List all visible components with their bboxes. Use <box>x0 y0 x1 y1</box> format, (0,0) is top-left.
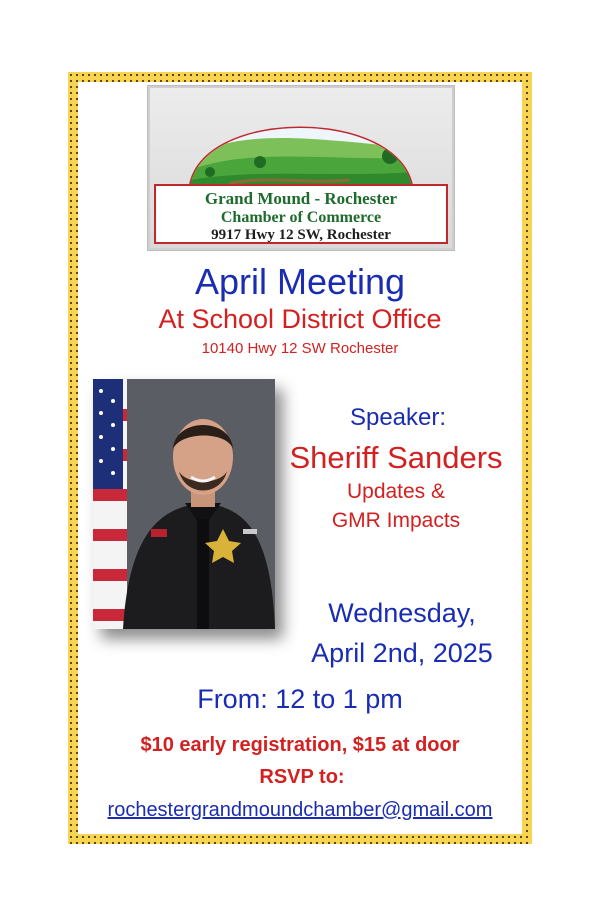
logo-text-box <box>154 184 448 244</box>
logo-org-type: Chamber of Commerce <box>220 209 382 226</box>
speaker-topic-line1: Updates & <box>346 480 446 503</box>
speaker-photo <box>93 379 275 629</box>
rsvp-label: RSVP to: <box>259 766 345 788</box>
event-location: At School District Office <box>158 304 442 334</box>
event-time: From: 12 to 1 pm <box>197 684 403 714</box>
event-address: 10140 Hwy 12 SW Rochester <box>201 340 399 357</box>
speaker-topic-line2: GMR Impacts <box>331 509 461 532</box>
registration-price: $10 early registration, $15 at door <box>140 734 460 756</box>
rsvp-email-link[interactable]: rochestergrandmoundchamber@gmail.com <box>107 799 493 821</box>
speaker-name: Sheriff Sanders <box>289 440 503 475</box>
logo-org-name: Grand Mound - Rochester <box>204 189 398 208</box>
chamber-logo <box>148 86 454 250</box>
speaker-label: Speaker: <box>349 404 447 431</box>
event-date: April 2nd, 2025 <box>311 638 493 668</box>
logo-address: 9917 Hwy 12 SW, Rochester <box>211 227 391 243</box>
event-title: April Meeting <box>194 261 406 302</box>
event-day: Wednesday, <box>328 598 476 628</box>
